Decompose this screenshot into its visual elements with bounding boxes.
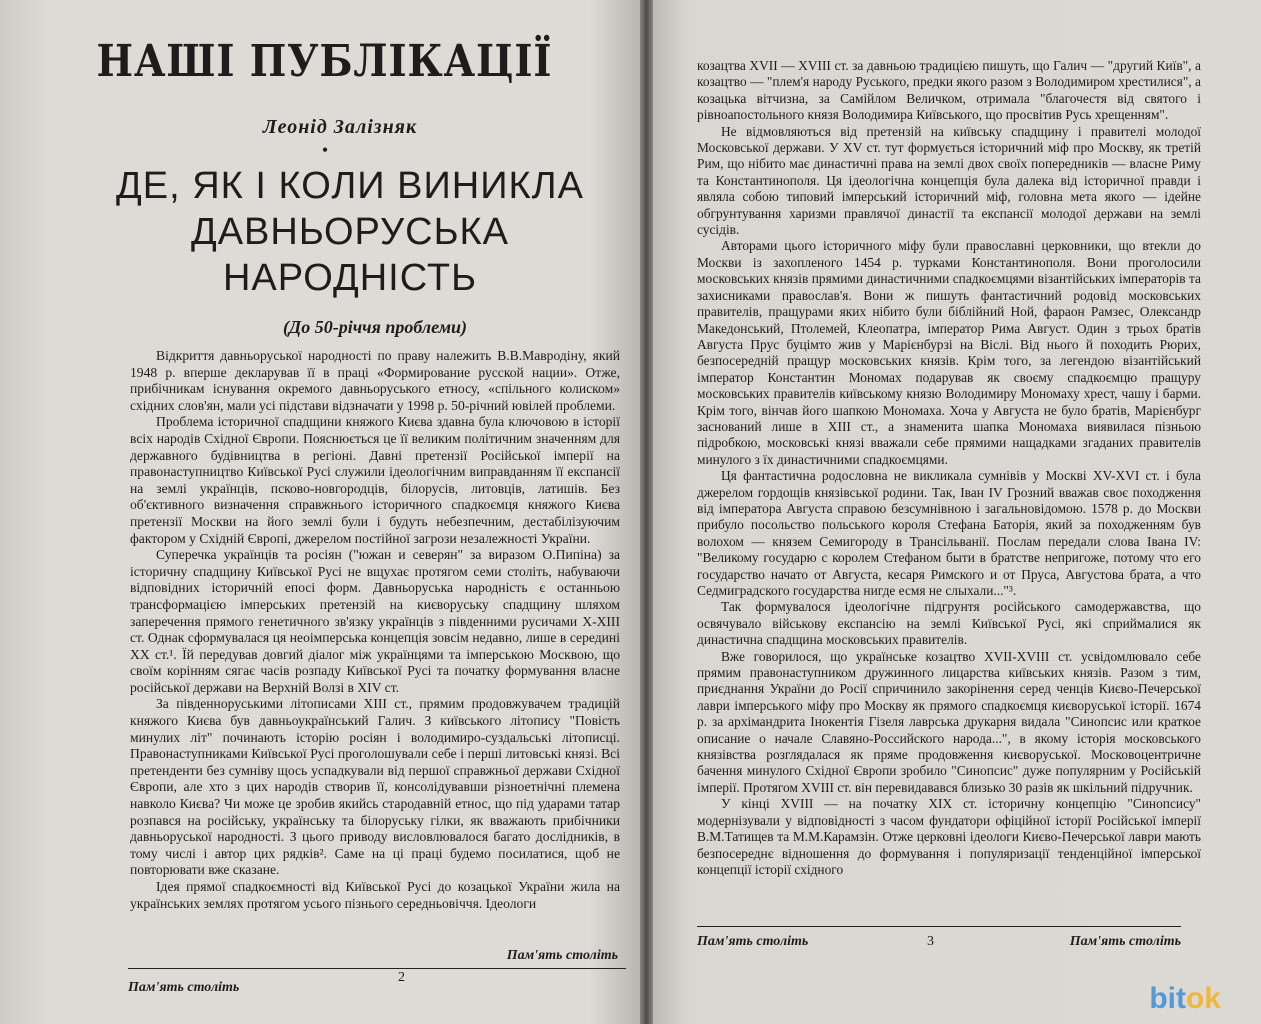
paragraph: У кінці XVIII — на початку XIX ст. історичну концепцію "Синопсису" модернізували у відповідності з часом фундатори офіційної історії Російської імперії В.М.Татищев та М.М.Карамзін. Отже церковні ідеологи Києво-Печерської лаври мають безпосереднє відношення до формування і популяризації тенденційної імперської концепції історії східного [697,796,1201,877]
paragraph: Суперечка українців та росіян ("южан и северян" за виразом О.Пипіна) за історичну спадщину Київської Русі не вщухає протягом семи століть, набуваючи відповідних історичній епосі форм. Давньоруська народність є останньою трансформацією імперських претензій на києворуську спадщину шляхом заперечення прямого генетичного зв'язку українців з південними русичами Х-ХІІІ ст. Однак сформувалася ця неоімперська концепція зовсім недавно, лише в середині ХХ ст.¹. Їй передував довгий діалог між українцями та імперською Москвою, що своїм корінням сягає часів розпаду Київської Русі та початку формування власне російської держави на Верхній Волзі в XIV ст. [130,547,620,695]
running-title: Пам'ять століть [1069,934,1181,949]
right-page-footer [697,926,1181,966]
running-title: Пам'ять століть [128,980,240,995]
paragraph: Авторами цього історичного міфу були православні церковники, що втекли до Москви із захопленого 1454 р. турками Константинополя. Вони проголосили московських князів прямими династичними спадкоємцями візантійських імператорів та захисниками православ'я. Вони ж пишуть фантастичний родовід московських правителів, пращурами яких нібито були біблійний Ной, фараон Рамзес, Олександр Македонський, Птолемей, Клеопатра, імператор Рима Август. Один з трьох братів Августа Прус буцімто жив у Марієнбурзі на Віслі. Від нього й походить Рюрих, безпосередній пращур московських князів. Крім того, за легендою візантійський імператор Константин Мономах подарував як своєму спадкоємцю пращуру московських правителів київському князю Володимиру Мономаху хрест, чашу і барми. Крім того, вінчав його шапкою Мономаха. Хоча у Августа не було братів, Марієнбург заснований лише в ХІІІ ст., а знаменита шапка Мономаха виявилася пізньою підробкою, московські князі вважали себе прямими нащадками згаданих правителів минулого з їх династичними спадкоємцями. [697,238,1201,467]
left-page-footer [128,938,626,998]
author-name: Леонід Залізняк [262,116,418,138]
paragraph: Проблема історичної спадщини княжого Києва здавна була ключовою в історії всіх народів Східної Європи. Пояснюється це її великим політичним значенням для державного будівництва в регіоні. Давні претензії Російської імперії на правонаступництво Київської Русі служили ідеологічним виправданням її експансії на землі українців, псково-новгородців, білорусів, литовців, латишів. Без об'єктивного визначення справжнього історичного спадкоємця княжого Києва претензії Москви на його землі були і будуть небезпечним, дестабілізуючим фактором у Східній Європі, джерелом постійної загрози незалежності України. [130,414,620,546]
right-body-text [697,58,1201,878]
page-number: 2 [398,970,405,985]
article-title-line-2: ДАВНЬОРУСЬКА НАРОДНІСТЬ [190,211,510,299]
bullet-separator: • [321,140,329,160]
paragraph: козацтва XVII — XVIII ст. за давньою традицією пишуть, що Галич — "другий Київ", а козацтво — "плем'я народу Руського, предки якого разом з Володимиром хрестилися", а козацька вітчизна, за Самійлом Величком, отримала "благочестя від святого і рівноапостольного князя Володимира Київського, що просвітив Русь хрещенням". [697,58,1201,123]
paragraph: Відкриття давньоруської народності по праву належить В.В.Мавродіну, який 1948 р. вперше декларував її в праці «Формирование русской нации». Отже, прибічникам існування окремого давньоруського етносу, «спільного колиском» східних слов'ян, мали усі підстави відзначати у 1998 р. 50-річний ювілей проблеми. [130,348,620,413]
running-title: Пам'ять століть [697,934,809,949]
paragraph: За південноруськими літописами ХІІІ ст., прямим продовжувачем традицій княжого Києва був давньоукраїнський Галич. З київського літопису "Повість минулих літ" починають історію росіян і володимиро-суздальські літописці. Правонаступниками Київської Русі проголошували себе і перші литовські князі. Всі претенденти без сумніву щось успадкували від першої справжньої держави Східної Європи, але хто з цих народів створив її, консолідувавши різноетнічні племена навколо Києва? Чи може це зробив якийсь стародавній етнос, що під ударами татар розпався на російську, українську та білоруську гілки, як вважають прибічники давньоруської народності. З цього приводу висловлювалося багато дослідників, в тому числі і автор цих рядків². Саме на ці праці будемо посилатися, щоб не повторювати вже сказане. [130,696,620,878]
paragraph: Вже говорилося, що українське козацтво XVII-XVIII ст. усвідомлювало себе прямим правонаступником дружинного лицарства київських князів. Разом з тим, приєднання України до Росії спричинило закорінення серед ченців Києво-Печерської лаври імперського міфу про Москву як прямого спадкоємця києворуської історії. 1674 р. за архімандрита Інокентія Гізеля лаврська друкарня видала "Синопсис или краткое описание о начале Славяно-Российского народа...", в якому історія московського князівства розглядалася як пряме продовження києворуської. Московоцентричне бачення минулого Східної Європи зробило "Синопсис" дуже популярним у Російській імперії. Протягом XVIII ст. він перевидавався близько 30 разів як шкільний підручник. [697,648,1201,795]
footer-rule [697,926,1181,927]
paragraph: Ця фантастична родословна не викликала сумнівів у Москві XV-XVI ст. і була джерелом гордощів князівської родини. Так, Іван IV Грозний вважав своє походження від імператора Августа справою безсумнівною і загальновідомою. 1578 р. до Москви прибуло посольство польського короля Стефана Баторія, який за походженням був волохом — князем Семигороду в Трансільванії. Послам передали слова Івана IV: "Великому государю с королем Стефаном быти в братстве непригоже, потому что его государство начато от Августа, кесаря Римского и от Пруса, Августова брата, а что Седмиградского государства нигде есмя не слыхали..."³. [697,468,1201,598]
article-title-line-1: ДЕ, ЯК І КОЛИ ВИНИКЛА [116,165,584,207]
book-gutter [640,0,653,1024]
watermark-part-1: bit [1149,982,1186,1015]
section-header: НАШІ ПУБЛІКАЦІЇ [96,36,553,87]
footer-rule [128,968,626,969]
left-body-text [130,348,620,912]
page-number: 3 [927,934,934,949]
paragraph: Ідея прямої спадкоємності від Київської Русі до козацької України жила на українських землях протягом усього пізнього середньовіччя. Ідеологи [130,879,620,911]
right-page [653,0,1261,1024]
paragraph: Не відмовляються від претензій на київську спадщину і правителі молодої Московської держави. У XV ст. тут формується історичний міф про Москву, як третій Рим, що нібито має династичні права на землі двох своїх попередників — власне Риму та Константинополя. Ця ідеологічна концепція була далека від історичної правди і являла собою типовий імперський історичний міф, головна мета якого — ідейне обгрунтування харизми правлячої династії та експансії молодої держави на землі сусідів. [697,123,1201,238]
paragraph: Так формувалося ідеологічне підгрунтя російського самодержавства, що освячувало військову експансію на землі Київської Русі, які сприймалися як династична спадщина московських правителів. [697,599,1201,648]
article-title [70,163,630,301]
watermark-part-2: ok [1185,982,1221,1015]
running-title: Пам'ять століть [506,948,618,963]
article-subtitle: (До 50-річчя проблеми) [282,317,468,337]
watermark-logo [1149,982,1221,1016]
